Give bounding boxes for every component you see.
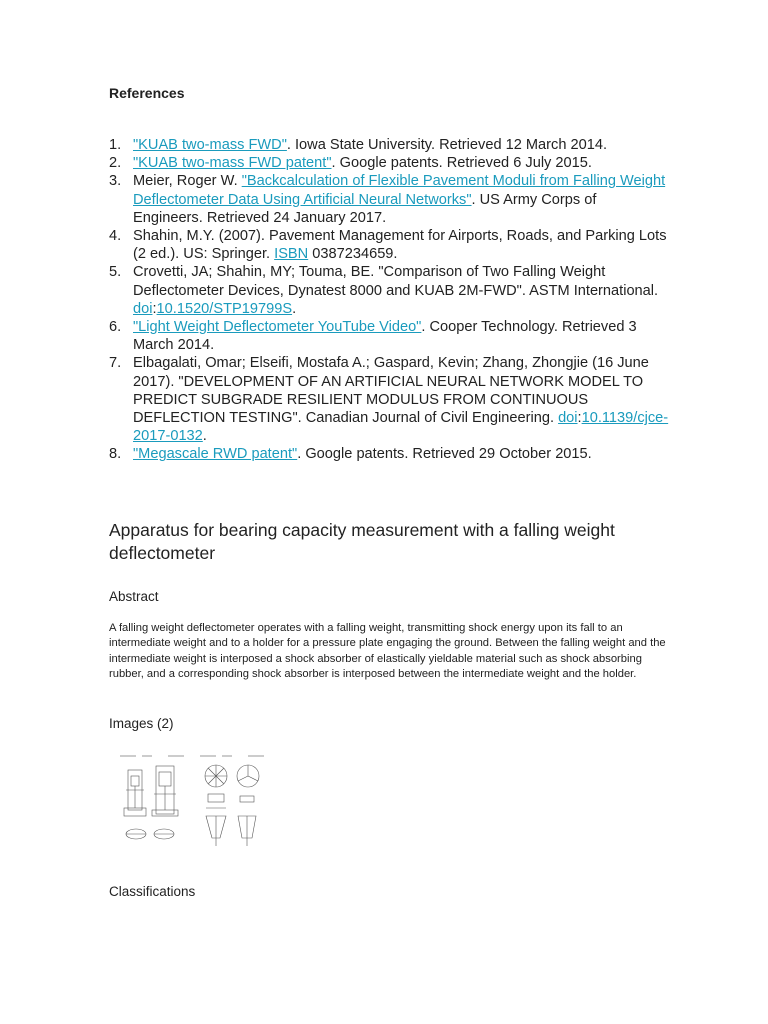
doi-value-link[interactable]: 10.1139/cjce-2017-0132 [133, 410, 669, 445]
reference-link[interactable]: "Light Weight Deflectometer YouTube Video" [133, 319, 422, 336]
reference-number: 2. [109, 155, 122, 172]
reference-item-3 [109, 172, 669, 227]
isbn-link[interactable]: ISBN [274, 246, 309, 263]
patent-drawing-1-figure [116, 750, 191, 860]
reference-item-1 [109, 136, 669, 154]
reference-text: . Google patents. Retrieved 29 October 2015. [297, 446, 592, 463]
reference-item-5 [109, 263, 669, 318]
reference-number: 7. [109, 355, 122, 372]
images-heading: Images (2) [109, 716, 174, 731]
abstract-text: A falling weight deflectometer operates with a falling weight, transmitting shock energy upon its fall to an intermediate weight and to a holder for a pressure plate engaging the ground. Between the falling weight and the intermediate weight is interposed a shock absorber of elastically yieldable material such as shock absorbing rubber, and a corresponding shock absorber is interposed between the intermediate weight and the holder. [109, 622, 666, 681]
doi-link[interactable]: doi [133, 300, 153, 317]
abstract-heading: Abstract [109, 589, 159, 604]
reference-link[interactable]: "KUAB two-mass FWD" [133, 137, 287, 153]
classifications-heading: Classifications [109, 884, 196, 899]
reference-text: Shahin, M.Y. (2007). Pavement Management for Airports, Roads, and Parking Lots (2 ed.). US: Springer. [133, 228, 667, 263]
reference-item-6 [109, 318, 669, 354]
reference-link[interactable]: "KUAB two-mass FWD patent" [133, 155, 332, 172]
reference-text: . Google patents. Retrieved 6 July 2015. [331, 155, 592, 172]
reference-text: 0387234659. [308, 246, 398, 263]
reference-number: 1. [109, 137, 122, 153]
reference-text: : [577, 410, 582, 427]
patent-drawing-thumbnail-2[interactable] [196, 750, 271, 860]
reference-number: 5. [109, 264, 122, 281]
reference-link[interactable]: "Backcalculation of Flexible Pavement Moduli from Falling Weight Deflectometer Data Using Artificial Neural Networks" [133, 173, 666, 208]
references-list [109, 136, 669, 464]
reference-number: 6. [109, 319, 122, 336]
reference-number: 4. [109, 228, 122, 245]
reference-item-4 [109, 227, 669, 263]
reference-item-7 [109, 354, 669, 445]
doi-value-link[interactable]: 10.1520/STP19799S [156, 300, 293, 317]
reference-item-2 [109, 154, 669, 172]
patent-drawing-thumbnail-1[interactable] [116, 750, 191, 860]
reference-text: . US Army Corps of Engineers. Retrieved 24 January 2017. [133, 191, 597, 226]
reference-number: 8. [109, 446, 122, 463]
reference-link[interactable]: "Megascale RWD patent" [133, 446, 298, 463]
patent-title: Apparatus for bearing capacity measurement with a falling weight deflectometer [109, 520, 615, 563]
references-heading: References [109, 85, 185, 101]
reference-text: Meier, Roger W. [133, 173, 242, 190]
reference-text: Elbagalati, Omar; Elseifi, Mostafa A.; Gaspard, Kevin; Zhang, Zhongjie (16 June 2017). "DEVELOPMENT OF AN ARTIFICIAL NEURAL NETWORK MODEL TO PREDICT SUBGRADE RESILIENT MODULUS FROM CONTINUOUS DEFLECTION TESTING". Canadian Journal of Civil Engineering. [133, 355, 649, 427]
reference-number: 3. [109, 173, 122, 190]
reference-text: . Cooper Technology. Retrieved 3 March 2014. [133, 319, 637, 354]
reference-item-8 [109, 445, 669, 463]
patent-drawing-2-figure [196, 750, 271, 860]
doi-link[interactable]: doi [558, 410, 578, 427]
reference-text: Crovetti, JA; Shahin, MY; Touma, BE. "Comparison of Two Falling Weight Deflectometer Devices, Dynatest 8000 and KUAB 2M-FWD". ASTM International. [133, 264, 659, 299]
reference-text: . [292, 300, 297, 317]
reference-text: : [152, 300, 157, 317]
reference-text: . [202, 428, 207, 445]
reference-text: . Iowa State University. Retrieved 12 March 2014. [286, 137, 608, 153]
